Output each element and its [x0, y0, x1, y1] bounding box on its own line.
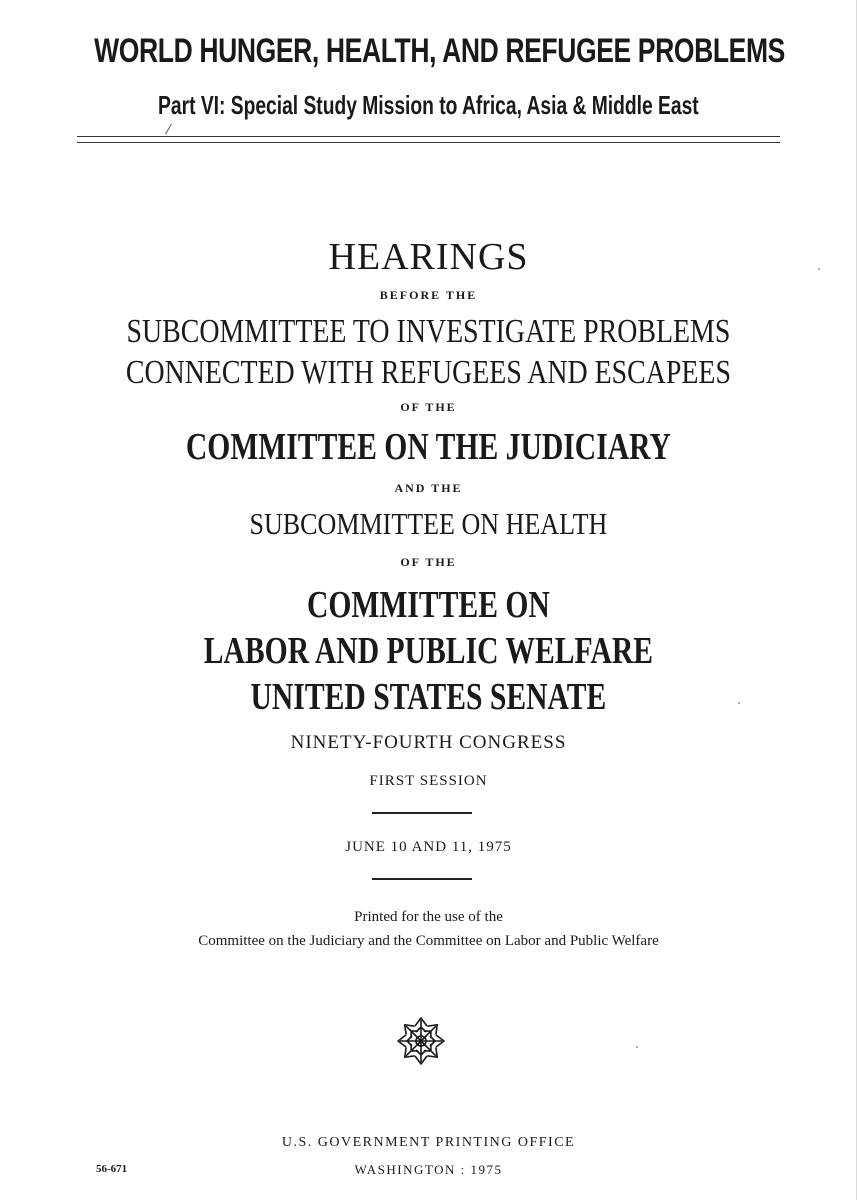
printing-office: U.S. GOVERNMENT PRINTING OFFICE	[281, 1135, 576, 1150]
header-rule-top	[77, 136, 780, 137]
gpo-ornament-icon	[388, 1008, 454, 1074]
paper-speck	[738, 702, 740, 704]
subcommittee-health: SUBCOMMITTEE ON HEALTH	[249, 506, 608, 541]
divider-rule-1	[372, 812, 472, 814]
before-the-label: BEFORE THE	[379, 288, 478, 302]
washington-year: WASHINGTON : 1975	[354, 1162, 503, 1177]
labor-public-welfare: LABOR AND PUBLIC WELFARE	[203, 630, 654, 672]
pencil-tick-mark	[157, 124, 172, 134]
of-the-label-2: OF THE	[400, 555, 457, 569]
session-label: FIRST SESSION	[369, 773, 488, 789]
and-the-label: AND THE	[394, 481, 463, 495]
hearing-dates: JUNE 10 AND 11, 1975	[345, 839, 512, 855]
committee-on: COMMITTEE ON	[306, 584, 550, 626]
united-states-senate: UNITED STATES SENATE	[250, 676, 607, 718]
of-the-label-1: OF THE	[400, 400, 457, 414]
hearings-heading: HEARINGS	[328, 236, 529, 278]
job-number: 56-671	[96, 1163, 128, 1175]
subcommittee-refugees-line1: SUBCOMMITTEE TO INVESTIGATE PROBLEMS	[126, 313, 731, 350]
committee-judiciary: COMMITTEE ON THE JUDICIARY	[185, 426, 671, 468]
document-title: WORLD HUNGER, HEALTH, AND REFUGEE PROBLEMS	[94, 32, 785, 70]
congress-label: NINETY-FOURTH CONGRESS	[290, 732, 567, 753]
subcommittee-refugees-line2: CONNECTED WITH REFUGEES AND ESCAPEES	[125, 354, 731, 391]
divider-rule-2	[372, 878, 472, 880]
printed-for-line2: Committee on the Judiciary and the Committee on Labor and Public Welfare	[198, 933, 659, 949]
paper-speck	[636, 1046, 638, 1048]
document-subtitle: Part VI: Special Study Mission to Africa, Asia & Middle East	[158, 90, 699, 120]
paper-speck	[818, 268, 820, 270]
printed-for-line1: Printed for the use of the	[354, 909, 503, 925]
header-rule-bottom	[77, 142, 780, 143]
